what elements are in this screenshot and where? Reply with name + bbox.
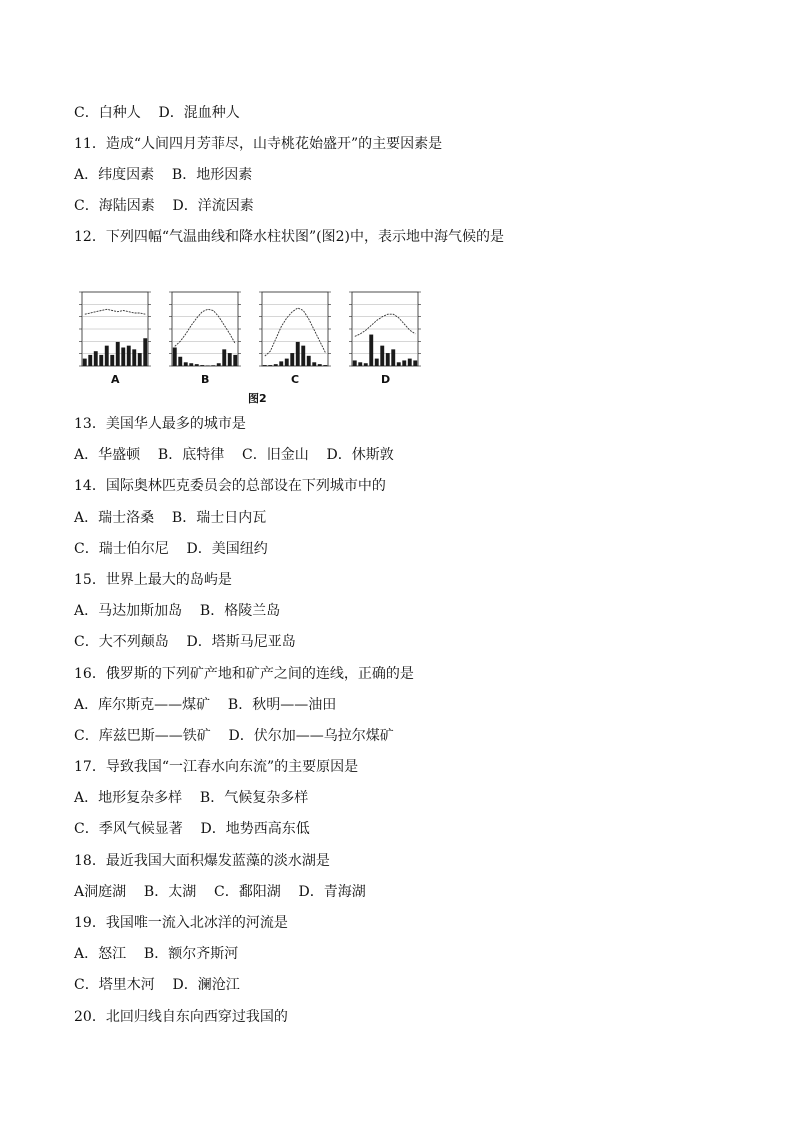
panel-a-precip-bar [105, 346, 109, 366]
question-line-9: C．瑞士伯尔尼 D．美国纽约 [74, 541, 268, 557]
question-line-11: A．马达加斯加岛 B．格陵兰岛 [74, 603, 281, 619]
question-line-23: C．塔里木河 D．澜沧江 [74, 977, 240, 993]
panel-c-precip-bar [323, 365, 327, 366]
question-line-10: 15．世界上最大的岛屿是 [74, 572, 232, 588]
panel-a-precip-bar [110, 355, 114, 366]
panel-d-precip-bar [375, 359, 379, 366]
question-line-17: A．地形复杂多样 B．气候复杂多样 [74, 790, 309, 806]
panel-c-precip-bar [279, 361, 283, 366]
panel-a-precip-bar [116, 342, 120, 366]
panel-b-precip-bar [195, 364, 199, 366]
question-line-20: A洞庭湖 B．太湖 C．鄱阳湖 D．青海湖 [74, 884, 366, 900]
panel-b-precip-bar [189, 363, 193, 366]
panel-d-precip-bar [397, 362, 401, 366]
question-line-4: 12．下列四幅“气温曲线和降水柱状图”(图2)中，表示地中海气候的是 [74, 229, 504, 245]
panel-b-label: B [201, 373, 210, 386]
question-line-14: A．库尔斯克——煤矿 B．秋明——油田 [74, 697, 337, 713]
panel-d-precip-bar [386, 353, 390, 366]
panel-b-precip-bar [228, 353, 232, 366]
panel-c-precip-bar [296, 342, 300, 366]
panel-a-precip-bar [143, 338, 147, 366]
panel-a-precip-bar [99, 355, 103, 366]
panel-a-precip-bar [138, 353, 142, 366]
panel-b-precip-bar [222, 349, 226, 366]
panel-a-precip-bar [132, 349, 136, 366]
panel-a-label: A [111, 373, 120, 386]
panel-c-precip-bar [312, 362, 316, 366]
figure-caption: 图2 [248, 392, 267, 405]
panel-b-precip-bar [173, 348, 177, 367]
question-line-24: 20．北回归线自东向西穿过我国的 [74, 1009, 288, 1025]
panel-d-label: D [381, 373, 391, 386]
panel-b-precip-bar [233, 355, 237, 366]
question-line-3: C．海陆因素 D．洋流因素 [74, 198, 254, 214]
panel-d-precip-bar [380, 346, 384, 366]
panel-d-temperature-line [355, 314, 416, 336]
panel-d-precip-bar [364, 363, 368, 366]
panel-b-precip-bar [206, 365, 210, 366]
panel-a-precip-bar [121, 348, 125, 367]
panel-c-label: C [291, 373, 300, 386]
question-line-22: A．怒江 B．额尔齐斯河 [74, 946, 239, 962]
panel-c-precip-bar [268, 365, 272, 366]
question-line-0: C．白种人 D．混血种人 [74, 105, 240, 121]
question-line-1: 11．造成“人间四月芳菲尽，山寺桃花始盛开”的主要因素是 [74, 136, 443, 152]
question-line-16: 17．导致我国“一江春水向东流”的主要原因是 [74, 759, 359, 775]
panel-d-precip-bar [413, 360, 417, 366]
panel-a-precip-bar [94, 351, 98, 366]
panel-a-precip-bar [83, 359, 87, 366]
question-line-19: 18．最近我国大面积爆发蓝藻的淡水湖是 [74, 853, 330, 869]
climate-charts-figure [72, 286, 440, 406]
panel-c-temperature-line [265, 308, 326, 356]
panel-d-precip-bar [408, 359, 412, 366]
panel-b-precip-bar [178, 357, 182, 366]
panel-b-precip-bar [200, 365, 204, 366]
question-line-18: C．季风气候显著 D．地势西高东低 [74, 821, 310, 837]
panel-c-precip-bar [285, 359, 289, 366]
climate-charts-svg [72, 286, 440, 406]
panel-c-precip-bar [318, 364, 322, 366]
panel-b-precip-bar [184, 362, 188, 366]
panel-c-precip-bar [290, 353, 294, 366]
panel-c-precip-bar [263, 365, 267, 366]
panel-b-precip-bar [217, 363, 221, 366]
panel-d-precip-bar [353, 360, 357, 366]
panel-a-precip-bar [88, 355, 92, 366]
panel-a-precip-bar [127, 346, 131, 366]
panel-a-temperature-line [85, 309, 146, 314]
question-line-15: C．库兹巴斯——铁矿 D．伏尔加——乌拉尔煤矿 [74, 728, 394, 744]
panel-c-precip-bar [307, 356, 311, 366]
question-line-21: 19．我国唯一流入北冰洋的河流是 [74, 915, 288, 931]
question-line-8: A．瑞士洛桑 B．瑞士日内瓦 [74, 510, 267, 526]
panel-d-precip-bar [369, 335, 373, 366]
panel-d-precip-bar [402, 360, 406, 366]
question-line-5: 13．美国华人最多的城市是 [74, 416, 246, 432]
question-line-13: 16．俄罗斯的下列矿产地和矿产之间的连线，正确的是 [74, 666, 414, 682]
panel-d-precip-bar [391, 349, 395, 366]
panel-b-precip-bar [211, 365, 215, 366]
panel-c-precip-bar [301, 346, 305, 366]
question-line-6: A．华盛顿 B．底特律 C．旧金山 D．休斯敦 [74, 447, 394, 463]
question-line-2: A．纬度因素 B．地形因素 [74, 167, 253, 183]
question-line-7: 14．国际奥林匹克委员会的总部设在下列城市中的 [74, 478, 386, 494]
question-line-12: C．大不列颠岛 D．塔斯马尼亚岛 [74, 634, 296, 650]
panel-c-precip-bar [274, 364, 278, 366]
panel-b-temperature-line [175, 309, 236, 346]
panel-d-precip-bar [358, 362, 362, 366]
